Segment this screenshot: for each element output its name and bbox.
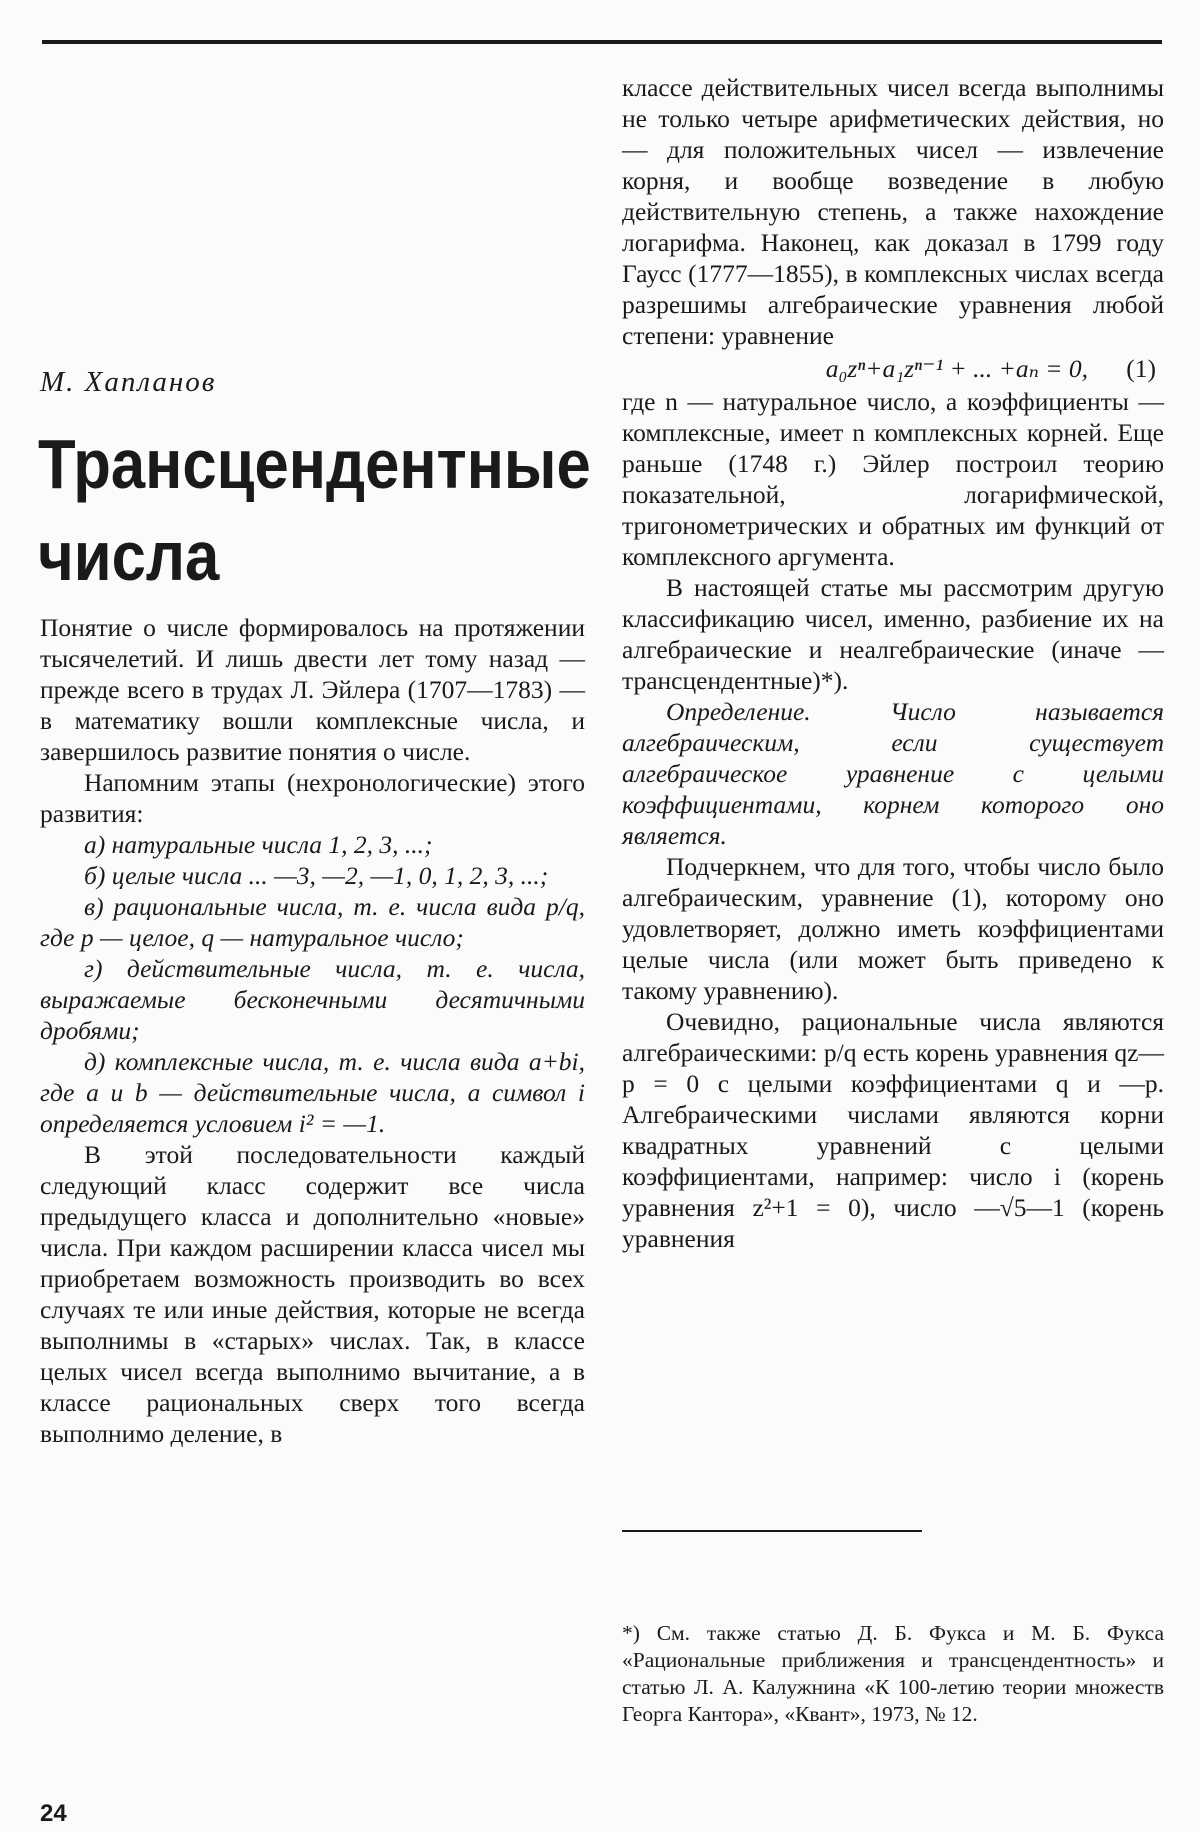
list-item-rational: в) рациональные числа, т. е. числа вида p/q, где p — целое, q — натуральное число; (40, 892, 585, 952)
paragraph-continuation: классе действительных чисел всегда выполнимы не только четыре арифметических действия, но — для положительных чисел — извлечение корня, и вообще возведение в любую действительную степень, а также нахождение логарифма. Наконец, как доказал в 1799 году Гаусс (1777—1855), в комплексных числах всегда разрешимы алгебраические уравнения любой степени: уравнение (622, 73, 1164, 350)
title-line-1: Трансцендентные (38, 425, 591, 503)
equation-number: (1) (1126, 354, 1156, 383)
paragraph-emphasis: Подчеркнем, что для того, чтобы число было алгебраическим, уравнение (1), которому оно удовлетворяет, должно иметь коэффициентами целые числа (или может быть приведено к такому уравнению). (622, 852, 1164, 1005)
list-item-real: г) действительные числа, т. е. числа, выражаемые бесконечными десятичными дробями; (40, 954, 585, 1045)
paragraph-sequence: В этой последовательности каждый следующий класс содержит все числа предыдущего класса и дополнительно «новые» числа. При каждом расширении класса чисел мы приобретаем возможность производить во всех случаях те или иные действия, которые не всегда выполнимы в «старых» числах. Так, в классе целых чисел всегда выполнимо вычитание, а в классе рациональных сверх того всегда выполнимо деление, в (40, 1140, 585, 1448)
list-item-natural: а) натуральные числа 1, 2, 3, ...; (84, 830, 433, 859)
paragraph-roots: где n — натуральное число, а коэффициенты — комплексные, имеет n комплексных корней. Еще раньше (1748 г.) Эйлер построил теорию показательной, логарифмической, тригонометрических и обратных им функций от комплексного аргумента. (622, 387, 1164, 571)
paragraph-definition: Определение. Число называется алгебраическим, если существует алгебраическое уравнение с целыми коэффициентами, корнем которого оно является. (622, 697, 1164, 850)
paragraph-classification: В настоящей статье мы рассмотрим другую классификацию чисел, именно, разбиение их на алгебраические и неалгебраические (иначе — трансцендентные)*). (622, 573, 1164, 695)
article-title (38, 418, 591, 602)
paragraph-intro: Понятие о числе формировалось на протяжении тысячелетий. И лишь двести лет тому назад — прежде всего в трудах Л. Эйлера (1707—1783) — в математику вошли комплексные числа, и завершилось развитие понятия о числе. (40, 613, 585, 766)
paragraph-stages: Напомним этапы (нехронологические) этого развития: (40, 768, 585, 828)
right-column (622, 72, 1164, 1254)
paragraph-examples: Очевидно, рациональные числа являются алгебраическими: p/q есть корень уравнения qz—p = 0 с целыми коэффициентами q и —p. Алгебраическими числами являются корни квадратных уравнений с целыми коэффициентами, например: число i (корень уравнения z²+1 = 0), число —√5—1 (корень уравнения (622, 1007, 1164, 1253)
article-author: М. Хапланов (40, 366, 217, 398)
equation-1 (622, 353, 1164, 384)
footnote-rule (622, 1530, 922, 1532)
top-rule (42, 40, 1162, 44)
list-item-complex: д) комплексные числа, т. е. числа вида a+bi, где a и b — действительные числа, а символ i определяется условием i² = —1. (40, 1047, 585, 1138)
list-item-integer: б) целые числа ... —3, —2, —1, 0, 1, 2, 3, ...; (84, 861, 549, 890)
footnote: *) См. также статью Д. Б. Фукса и М. Б. Фукса «Рациональные приближения и трансцендентность» и статью Л. А. Калужнина «К 100-летию теории множеств Георга Кантора», «Квант», 1973, № 12. (622, 1621, 1164, 1726)
title-line-2: числа (38, 517, 220, 595)
left-column (40, 612, 585, 1449)
equation-body: a₀zⁿ+a₁zⁿ⁻¹ + ... +aₙ = 0, (825, 354, 1089, 383)
page-number: 24 (40, 1800, 67, 1827)
